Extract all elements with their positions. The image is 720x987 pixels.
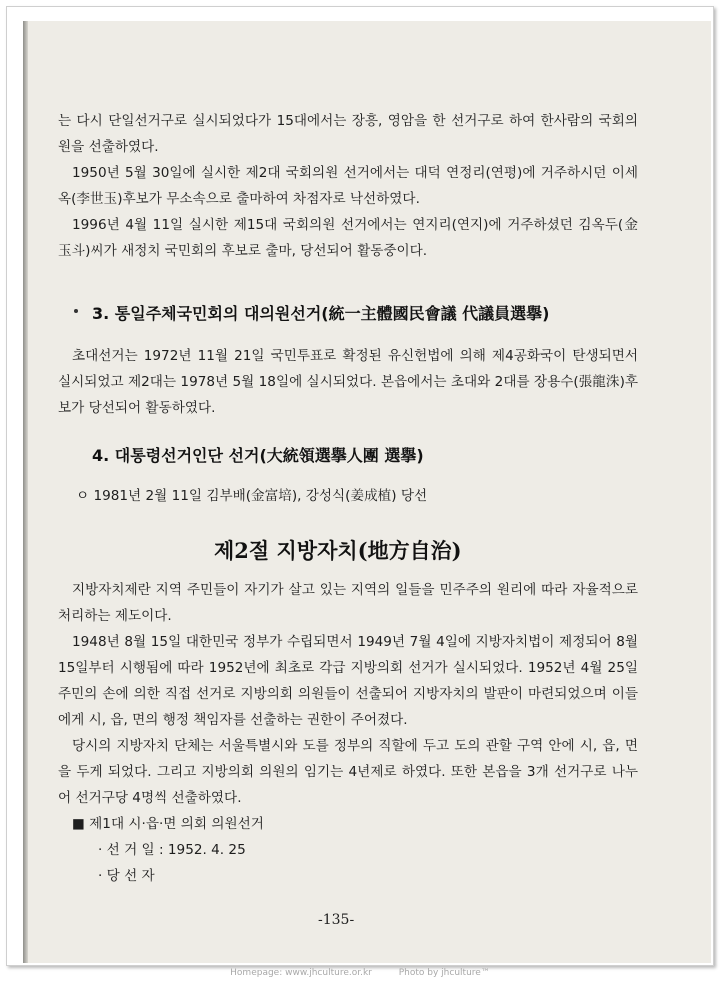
homepage-credit: Homepage: www.jhculture.or.kr — [230, 968, 372, 978]
paragraph: 지방자치제란 지역 주민들이 자기가 살고 있는 지역의 일들을 민주주의 원리에 따라 자율적으로 처리하는 제도이다. — [58, 582, 638, 624]
page-text-bottom — [58, 577, 638, 889]
section-3-heading: 3. 통일주체국민회의 대의원선거(統一主體國民會議 代議員選擧) — [92, 304, 550, 323]
paragraph: 초대선거는 1972년 11월 21일 국민투표로 확정된 유신헌법에 의해 제4공화국이 탄생되면서 실시되었고 제2대는 1978년 5월 18일에 실시되었다. 본읍에서는 초대와 2대를 장용수(張龍洙)후보가 당선되어 활동하였다. — [58, 348, 638, 416]
list-item: · 선 거 일 : 1952. 4. 25 — [98, 842, 246, 858]
list-item: · 당 선 자 — [98, 868, 155, 884]
paragraph: 당시의 지방자치 단체는 서울특별시와 도를 정부의 직할에 두고 도의 관할 구역 안에 시, 읍, 면을 두게 되었다. 그리고 지방의회 의원의 임기는 4년제로 하였다. 또한 본읍을 3개 선거구로 나누어 선거구당 4명씩 선출하였다. — [58, 738, 638, 806]
paragraph: 1996년 4월 11일 실시한 제15대 국회의원 선거에서는 연지리(연지)에 거주하셨던 김옥두(金玉斗)씨가 새정치 국민회의 후보로 출마, 당선되어 활동중이다. — [58, 217, 638, 259]
photo-credit: Photo by jhculture™ — [398, 968, 490, 978]
chapter-title: 제2절 지방자치(地方自治) — [214, 538, 462, 563]
paragraph: 는 다시 단일선거구로 실시되었다가 15대에서는 장흥, 영암을 한 선거구로 하여 한사람의 국회의원을 선출하였다. — [58, 113, 638, 155]
ink-mark — [74, 309, 78, 313]
page-text-top — [58, 108, 638, 264]
section-4-body — [76, 483, 656, 509]
page-number: -135- — [318, 912, 355, 928]
list-header: ■ 제1대 시·읍·면 의회 의원선거 — [72, 816, 264, 832]
page-spine-shadow — [23, 21, 28, 963]
paragraph: 1948년 8월 15일 대한민국 정부가 수립되면서 1949년 7월 4일에 지방자치법이 제정되어 8월 15일부터 시행됨에 따라 1952년에 최초로 각급 지방의회 선거가 실시되었다. 1952년 4월 25일 주민의 손에 의한 직접 선거로 지방의회 의원들이 선출되어 지방자치의 발판이 마련되었으며 이들에게 시, 읍, 면의 행정 책임자를 선출하는 권한이 주어졌다. — [58, 634, 638, 728]
section-4-heading: 4. 대통령선거인단 선거(大統領選擧人團 選擧) — [92, 446, 424, 465]
section-3-body — [58, 343, 638, 421]
watermark-footer — [0, 968, 720, 978]
list-item: ㅇ 1981년 2월 11일 김부배(金富培), 강성식(姜成植) 당선 — [76, 488, 428, 504]
paragraph: 1950년 5월 30일에 실시한 제2대 국회의원 선거에서는 대덕 연정리(연평)에 거주하시던 이세옥(李世玉)후보가 무소속으로 출마하여 차점자로 낙선하였다. — [58, 165, 638, 207]
